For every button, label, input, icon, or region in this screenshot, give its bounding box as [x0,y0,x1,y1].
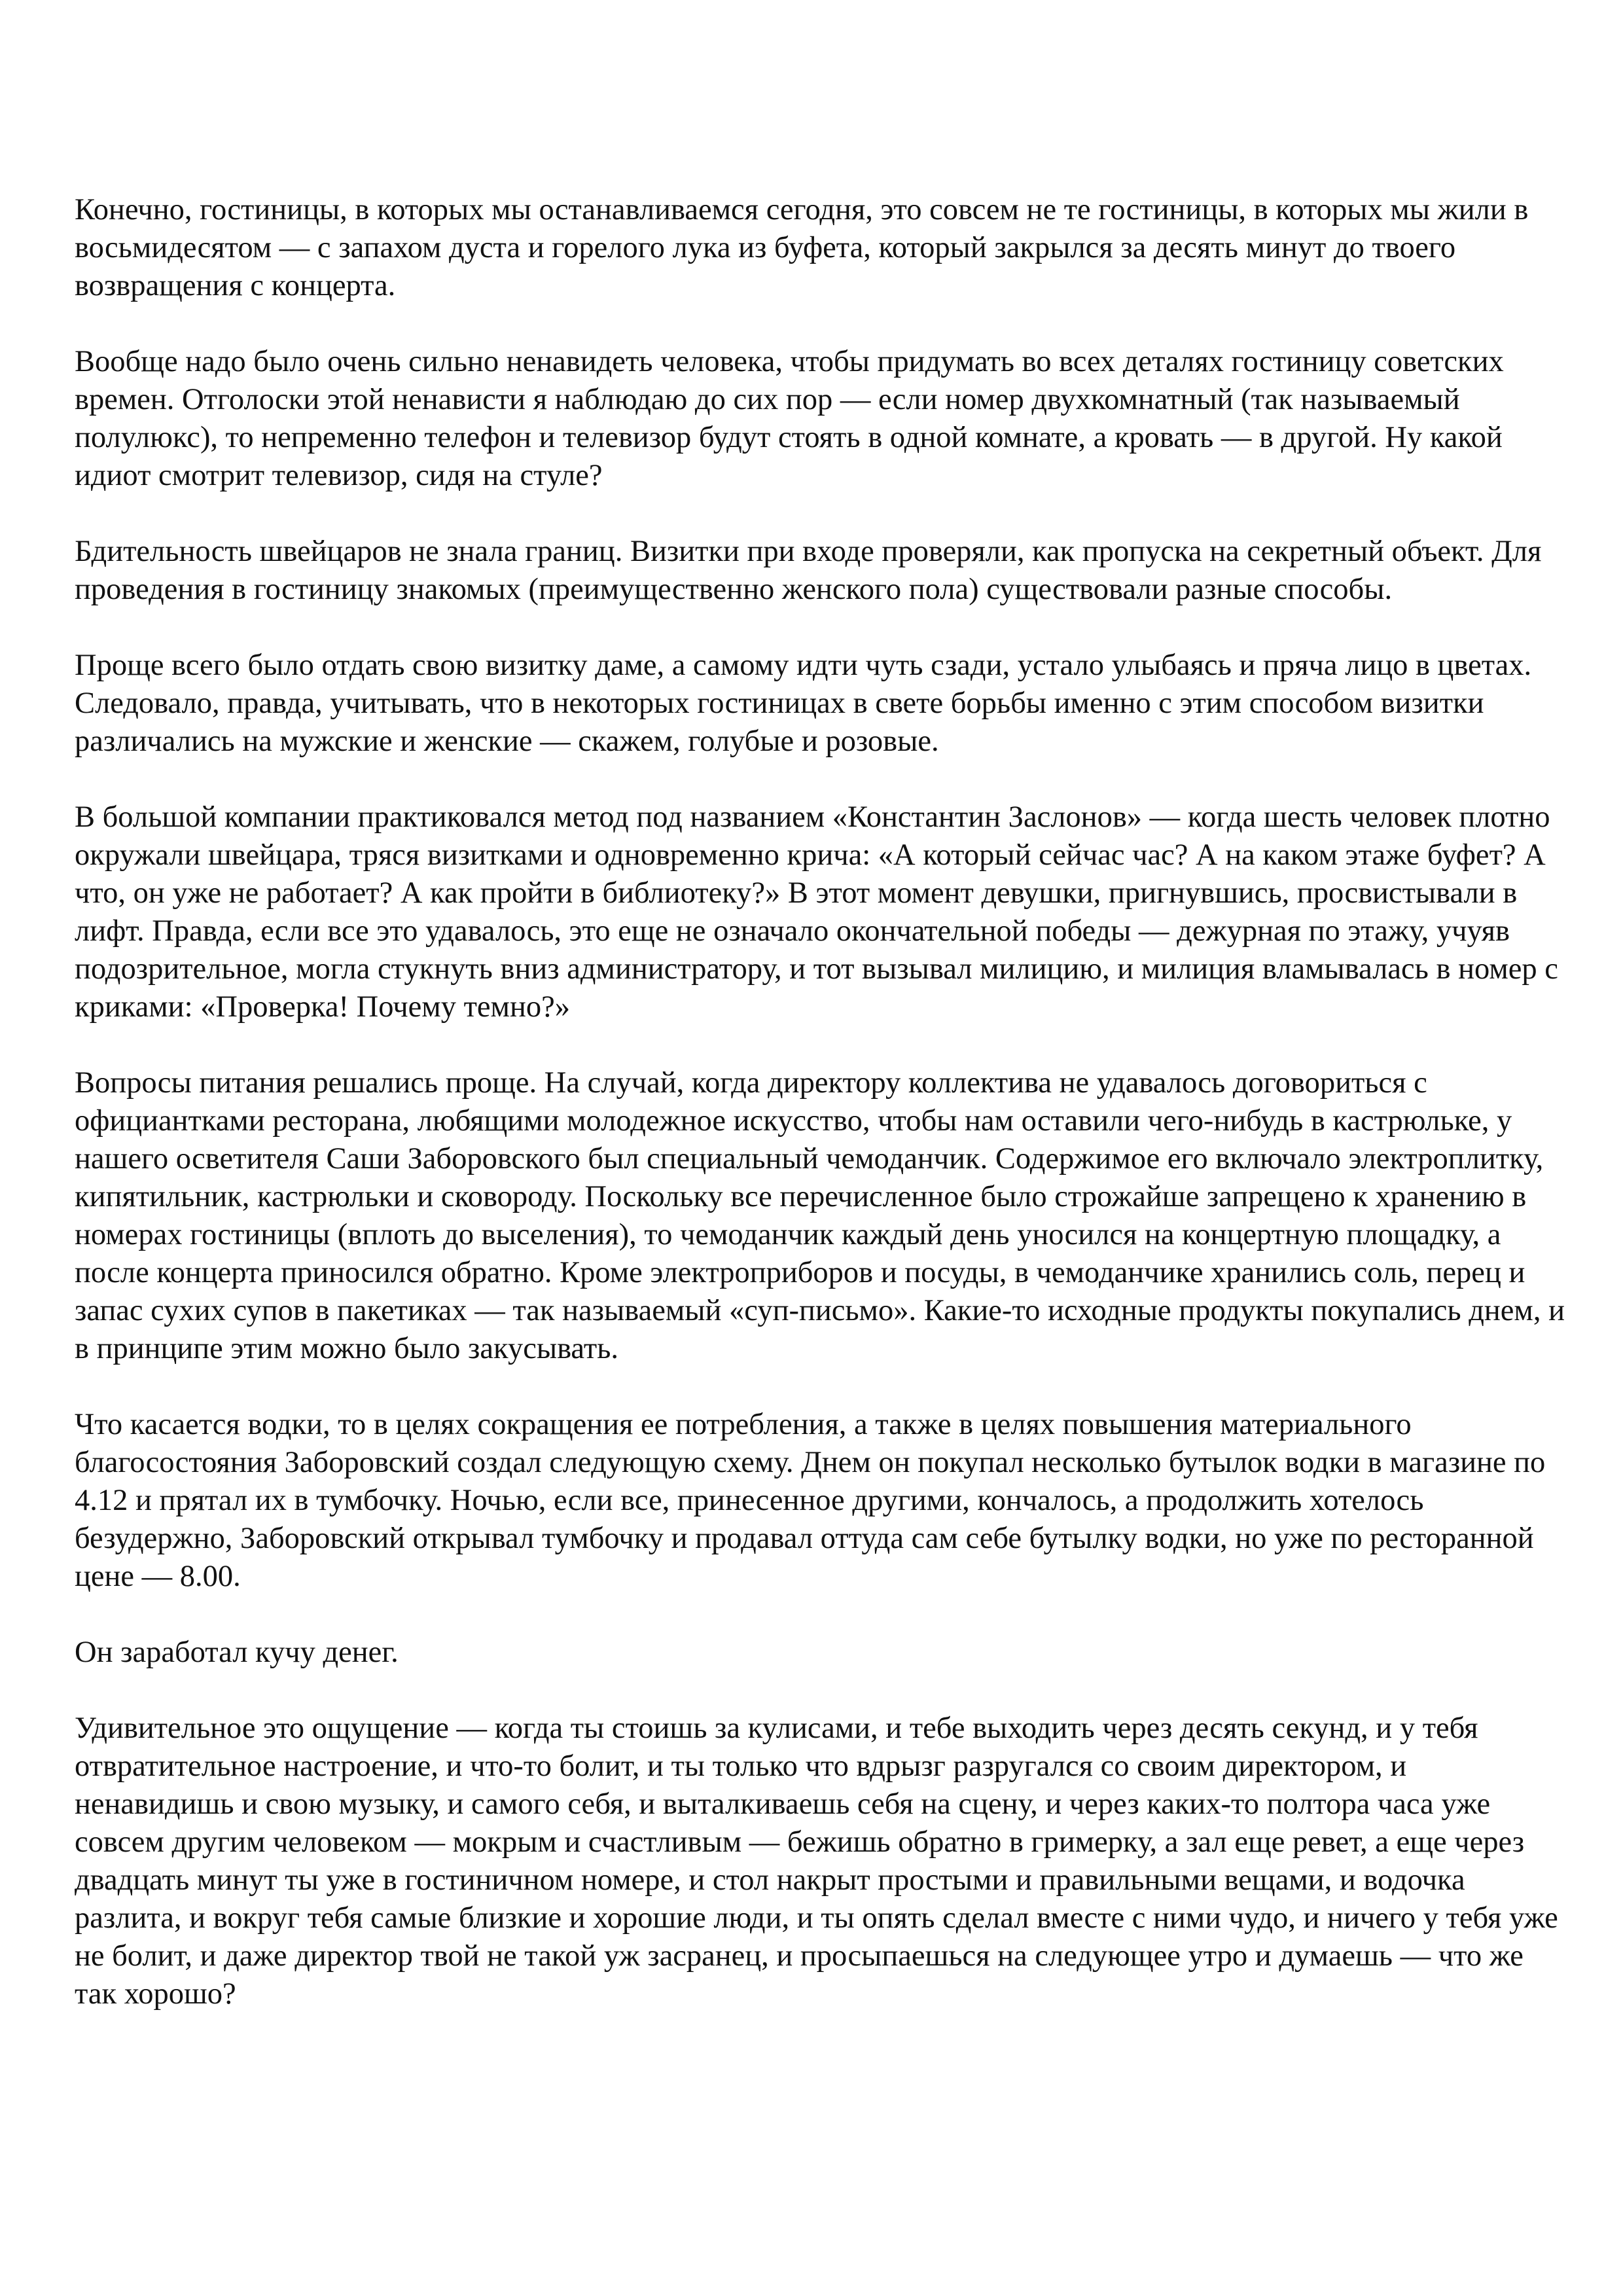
paragraph-zaslonov-method: В большой компании практиковался метод под названием «Константин Заслонов» — когда шесть человек плотно окружали швейцара, тряся визитками и одновременно крича: «А который сейчас час? А на каком этаже буфет? А что, он уже не работает? А как пройти в библиотеку?» В этот момент девушки, пригнувшись, просвистывали в лифт. Правда, если все это удавалось, это еще не означало окончательной победы — дежурная по этажу, учуяв подозрительное, могла стукнуть вниз администратору, и тот вызывал милицию, и милиция вламывалась в номер с криками: «Проверка! Почему темно?» [75,800,1558,1024]
paragraph-hotels-today: Конечно, гостиницы, в которых мы останавливаемся сегодня, это совсем не те гостиницы, в которых мы жили в восьмидесятом — с запахом дуста и горелого лука из буфета, который закрылся за десять минут до твоего возвращения с концерта. [75,193,1529,302]
paragraph-doormen: Бдительность швейцаров не знала границ. Визитки при входе проверяли, как пропуска на секретный объект. Для проведения в гостиницу знакомых (преимущественно женского пола) существовали разные способы. [75,535,1542,606]
document-body [75,191,1567,2013]
paragraph-soviet-hotels: Вообще надо было очень сильно ненавидеть человека, чтобы придумать во всех деталях гостиницу советских времен. Отголоски этой ненависти я наблюдаю до сих пор — если номер двухкомнатный (так называемый полулюкс), то непременно телефон и телевизор будут стоять в одной комнате, а кровать — в другой. Ну какой идиот смотрит телевизор, сидя на стуле? [75,345,1504,492]
paragraph-backstage-feeling: Удивительное это ощущение — когда ты стоишь за кулисами, и тебе выходить через десять секунд, и у тебя отвратительное настроение, и что-то болит, и ты только что вдрызг разругался со своим директором, и ненавидишь и свою музыку, и самого себя, и выталкиваешь себя на сцену, и через каких-то полтора часа уже совсем другим человеком — мокрым и счастливым — бежишь обратно в гримерку, а зал еще ревет, а еще через двадцать минут ты уже в гостиничном номере, и стол накрыт простыми и правильными вещами, и водочка разлита, и вокруг тебя самые близкие и хорошие люди, и ты опять сделал вместе с ними чудо, и ничего у тебя уже не болит, и даже директор твой не такой уж засранец, и просыпаешься на следующее утро и думаешь — что же так хорошо? [75,1712,1558,2011]
paragraph-vodka-scheme: Что касается водки, то в целях сокращения ее потребления, а также в целях повышения материального благосостояния Заборовский создал следующую схему. Днем он покупал несколько бутылок водки в магазине по 4.12 и прятал их в тумбочку. Ночью, если все, принесенное другими, кончалось, а продолжить хотелось безудержно, Заборовский открывал тумбочку и продавал оттуда сам себе бутылку водки, но уже по ресторанной цене — 8.00. [75,1408,1546,1593]
paragraph-business-card: Проще всего было отдать свою визитку даме, а самому идти чуть сзади, устало улыбаясь и пряча лицо в цветах. Следовало, правда, учитывать, что в некоторых гостиницах в свете борьбы именно с этим способом визитки различались на мужские и женские — скажем, голубые и розовые. [75,649,1532,758]
paragraph-money: Он заработал кучу денег. [75,1636,399,1669]
paragraph-food-suitcase: Вопросы питания решались проще. На случай, когда директору коллектива не удавалось договориться с официантками ресторана, любящими молодежное искусство, чтобы нам оставили чего-нибудь в кастрюльке, у нашего осветителя Саши Заборовского был специальный чемоданчик. Содержимое его включало электроплитку, кипятильник, кастрюльки и сковороду. Поскольку все перечисленное было строжайше запрещено к хранению в номерах гостиницы (вплоть до выселения), то чемоданчик каждый день уносился на концертную площадку, а после концерта приносился обратно. Кроме электроприборов и посуды, в чемоданчике хранились соль, перец и запас сухих супов в пакетиках — так называемый «суп-письмо». Какие-то исходные продукты покупались днем, и в принципе этим можно было закусывать. [75,1066,1565,1365]
